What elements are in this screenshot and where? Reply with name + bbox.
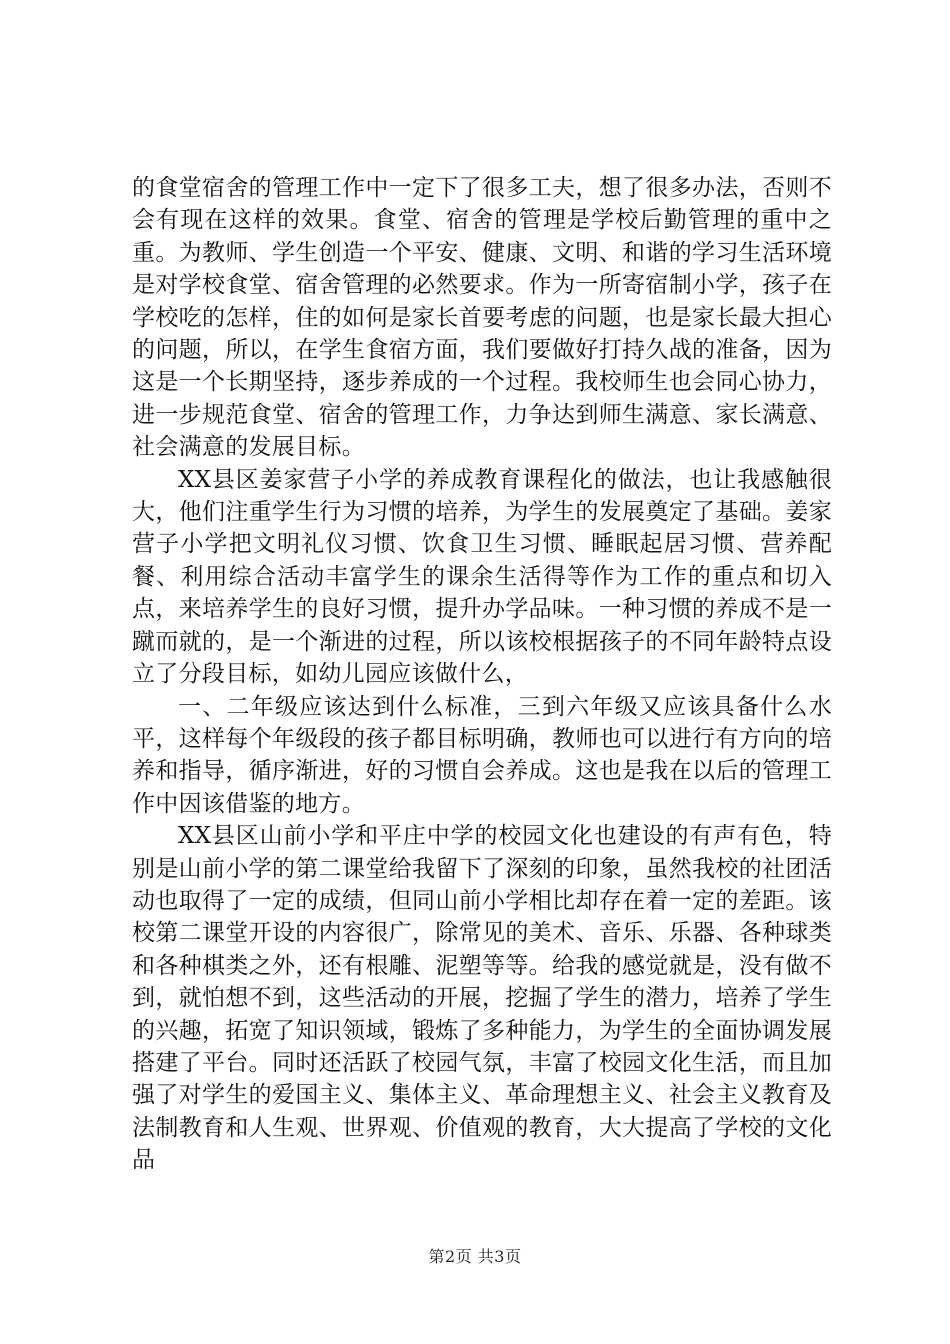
page-footer: 第2页 共3页 — [428, 1247, 522, 1266]
paragraph-2: XX县区姜家营子小学的养成教育课程化的做法，也让我感触很大，他们注重学生行为习惯的培养，为学生的发展奠定了基础。姜家营子小学把文明礼仪习惯、饮食卫生习惯、睡眠起居习惯、营养配餐、利用综合活动丰富学生的课余生活得等作为工作的重点和切入点，来培养学生的良好习惯，提升办学品味。一种习惯的养成不是一蹴而就的，是一个渐进的过程，所以该校根据孩子的不同年龄特点设立了分段目标，如幼儿园应该做什么， — [132, 466, 832, 688]
paragraph-1: 的食堂宿舍的管理工作中一定下了很多工夫，想了很多办法，否则不会有现在这样的效果。食堂、宿舍的管理是学校后勤管理的重中之重。为教师、学生创造一个平安、健康、文明、和谐的学习生活环境是对学校食堂、宿舍管理的必然要求。作为一所寄宿制小学，孩子在学校吃的怎样，住的如何是家长首要考虑的问题，也是家长最大担心的问题，所以，在学生食宿方面，我们要做好打持久战的准备，因为这是一个长期坚持，逐步养成的一个过程。我校师生也会同心协力，进一步规范食堂、宿舍的管理工作，力争达到师生满意、家长满意、社会满意的发展目标。 — [132, 175, 832, 461]
paragraph-3: 一、二年级应该达到什么标准，三到六年级又应该具备什么水平，这样每个年级段的孩子都目标明确，教师也可以进行有方向的培养和指导，循序渐进，好的习惯自会养成。这也是我在以后的管理工作中因该借鉴的地方。 — [132, 693, 832, 817]
document-body — [132, 172, 832, 1177]
paragraph-4: XX县区山前小学和平庄中学的校园文化也建设的有声有色，特别是山前小学的第二课堂给我留下了深刻的印象，虽然我校的社团活动也取得了一定的成绩，但同山前小学相比却存在着一定的差距。该校第二课堂开设的内容很广，除常见的美术、音乐、乐器、各种球类和各种棋类之外，还有根雕、泥塑等等。给我的感觉就是，没有做不到，就怕想不到，这些活动的开展，挖掘了学生的潜力，培养了学生的兴趣，拓宽了知识领域，锻炼了多种能力，为学生的全面协调发展搭建了平台。同时还活跃了校园气氛，丰富了校园文化生活，而且加强了对学生的爱国主义、集体主义、革命理想主义、社会主义教育及法制教育和人生观、世界观、价值观的教育，大大提高了学校的文化品 — [132, 823, 832, 1174]
